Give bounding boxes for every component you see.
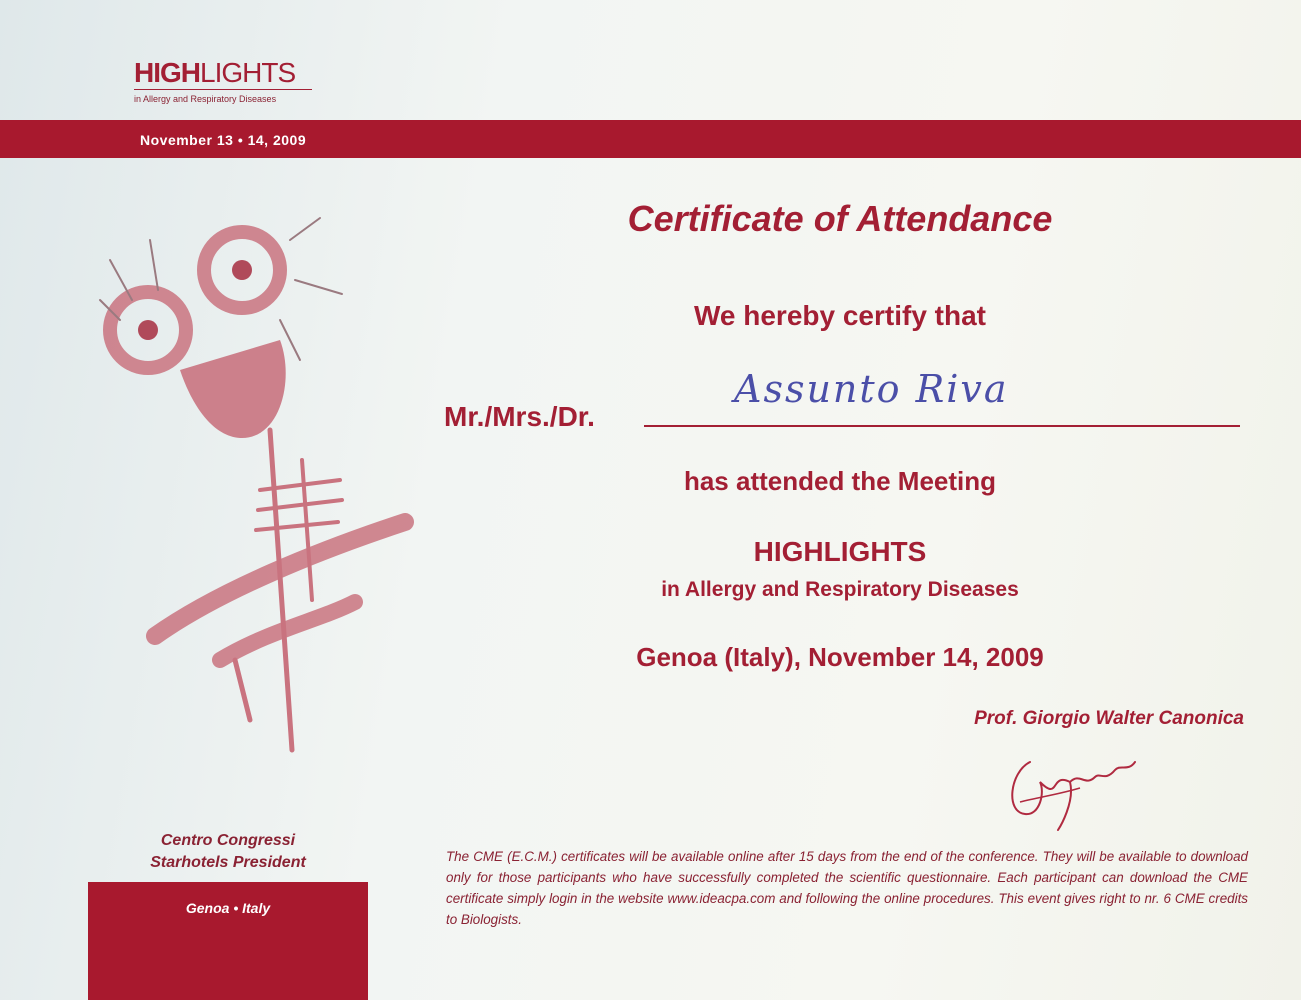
name-label: Mr./Mrs./Dr. <box>444 401 595 432</box>
certificate-title: Certificate of Attendance <box>627 198 1053 239</box>
cme-notice: The CME (E.C.M.) certificates will be available online after 15 days from the end of the conference. They will be available to download only for those participants who have successfully completed the scientific questionnaire. Each participant can download the CME certificate simply login in the website www.ideacpa.com and following the online procedures. This event gives right to nr. 6 CME credits to Biologists. <box>446 849 1248 927</box>
logo-light-part: LIGHTS <box>200 57 296 88</box>
handwritten-signature <box>1000 742 1140 832</box>
logo-subtitle: in Allergy and Respiratory Diseases <box>134 94 277 104</box>
highlights-logo <box>134 58 324 104</box>
venue-line-1: Centro Congressi <box>160 832 296 849</box>
recipient-name: Assunto Riva <box>734 367 1009 411</box>
decorative-face-artwork <box>80 200 420 760</box>
attended-line: has attended the Meeting <box>683 466 997 496</box>
event-date-range: November 13 • 14, 2009 <box>140 132 307 148</box>
venue-line-2: Starhotels President <box>150 854 306 871</box>
recipient-name-row <box>444 367 1244 435</box>
meeting-subtitle: in Allergy and Respiratory Diseases <box>661 578 1019 601</box>
name-underline <box>644 425 1240 427</box>
certify-line: We hereby certify that <box>693 300 987 331</box>
logo-bold-part: HIGH <box>134 57 200 88</box>
meeting-place-date: Genoa (Italy), November 14, 2009 <box>636 642 1044 672</box>
venue-name <box>128 830 328 874</box>
logo-wordmark <box>134 58 324 88</box>
venue-city: Genoa • Italy <box>185 900 271 916</box>
signatory-name: Prof. Giorgio Walter Canonica <box>974 708 1244 729</box>
meeting-name: HIGHLIGHTS <box>753 536 927 567</box>
logo-rule <box>134 89 312 90</box>
